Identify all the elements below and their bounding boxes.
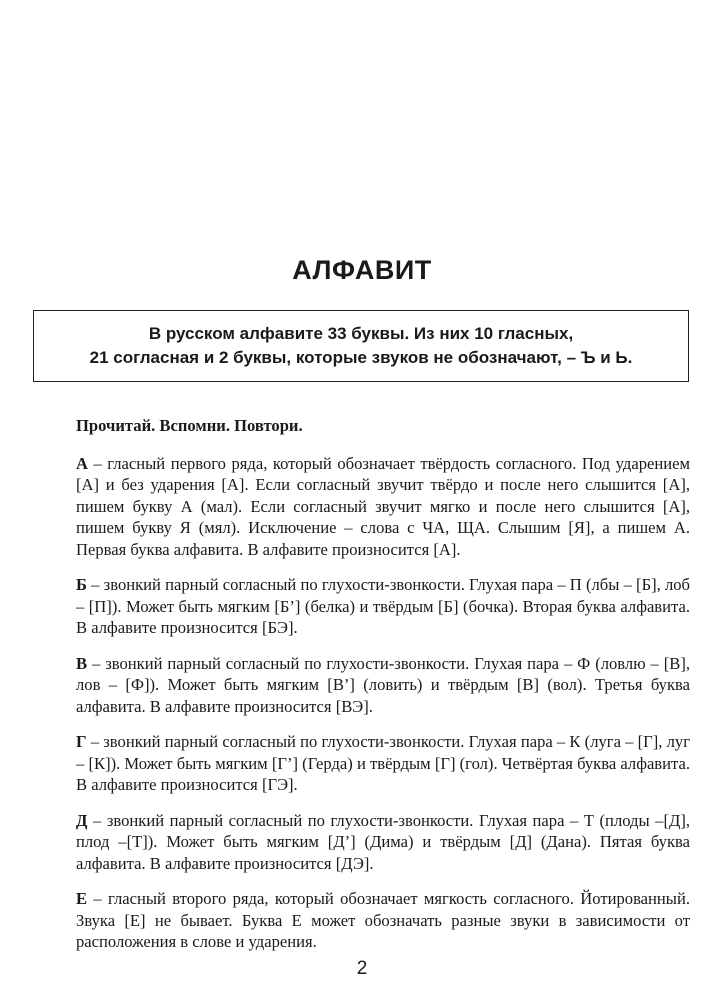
page-title: АЛФАВИТ xyxy=(292,255,432,285)
paragraph-letter: Б xyxy=(76,575,87,594)
paragraph-b xyxy=(76,574,690,639)
paragraph-text: – звонкий парный согласный по глухости-звонкости. Глухая пара – К (луга – [Г], луг – [К]). Может быть мягким [Г’] (Герда) и твёрдым [Г] (гол). Четвёртая буква алфавита. В алфавите произносится [ГЭ]. xyxy=(76,732,690,794)
paragraph-letter: В xyxy=(76,653,88,673)
paragraph-letter: Д xyxy=(76,810,88,830)
paragraph-letter: Г xyxy=(76,732,87,751)
paragraph-letter: А xyxy=(76,453,88,473)
info-line-1: В русском алфавите 33 буквы. Из них 10 гласных, xyxy=(148,324,574,343)
page-number: 2 xyxy=(356,958,368,979)
paragraph-text: – гласный второго ряда, который обозначает мягкость согласного. Йотированный. Звука [Е] не бывает. Буква Е может обозначать разные звуки в зависимости от расположения в слове и ударения. xyxy=(76,889,690,951)
paragraph-e xyxy=(76,888,690,953)
paragraph-d xyxy=(76,810,690,875)
paragraph-text: – звонкий парный согласный по глухости-звонкости. Глухая пара – Ф (ловлю – [В], лов – [Ф]). Может быть мягким [В’] (ловить) и твёрдым [В] (вол). Третья буква алфавита. В алфавите произносится [ВЭ]. xyxy=(76,653,690,716)
info-line-2: 21 согласная и 2 буквы, которые звуков не обозначают, – Ъ и Ь. xyxy=(89,348,633,367)
paragraph-v xyxy=(76,653,690,718)
instruction: Прочитай. Вспомни. Повтори. xyxy=(76,416,303,435)
paragraph-letter: Е xyxy=(76,889,88,908)
info-box xyxy=(33,310,689,382)
paragraph-text: – гласный первого ряда, который обозначает твёрдость согласного. Под ударением [А] и без ударения [А]. Если согласный звучит твёрдо и после него слышится [А], пишем букву А (мал). Если согласный звучит мягко и после него слышится [А], пишем букву Я (мял). Исключение – слова с ЧА, ЩА. Слышим [Я], а пишем А. Первая буква алфавита. В алфавите произносится [А]. xyxy=(76,453,690,559)
content xyxy=(76,415,690,967)
paragraph-g xyxy=(76,731,690,796)
paragraph-a xyxy=(76,453,690,561)
paragraph-text: – звонкий парный согласный по глухости-звонкости. Глухая пара – Т (плоды –[Д], плод –[Т]). Может быть мягким [Д’] (Дима) и твёрдым [Д] (Дана). Пятая буква алфавита. В алфавите произносится [ДЭ]. xyxy=(76,810,690,873)
paragraph-text: – звонкий парный согласный по глухости-звонкости. Глухая пара – П (лбы – [Б], лоб – [П]). Может быть мягким [Б’] (белка) и твёрдым [Б] (бочка). Вторая буква алфавита. В алфавите произносится [БЭ]. xyxy=(76,575,690,637)
